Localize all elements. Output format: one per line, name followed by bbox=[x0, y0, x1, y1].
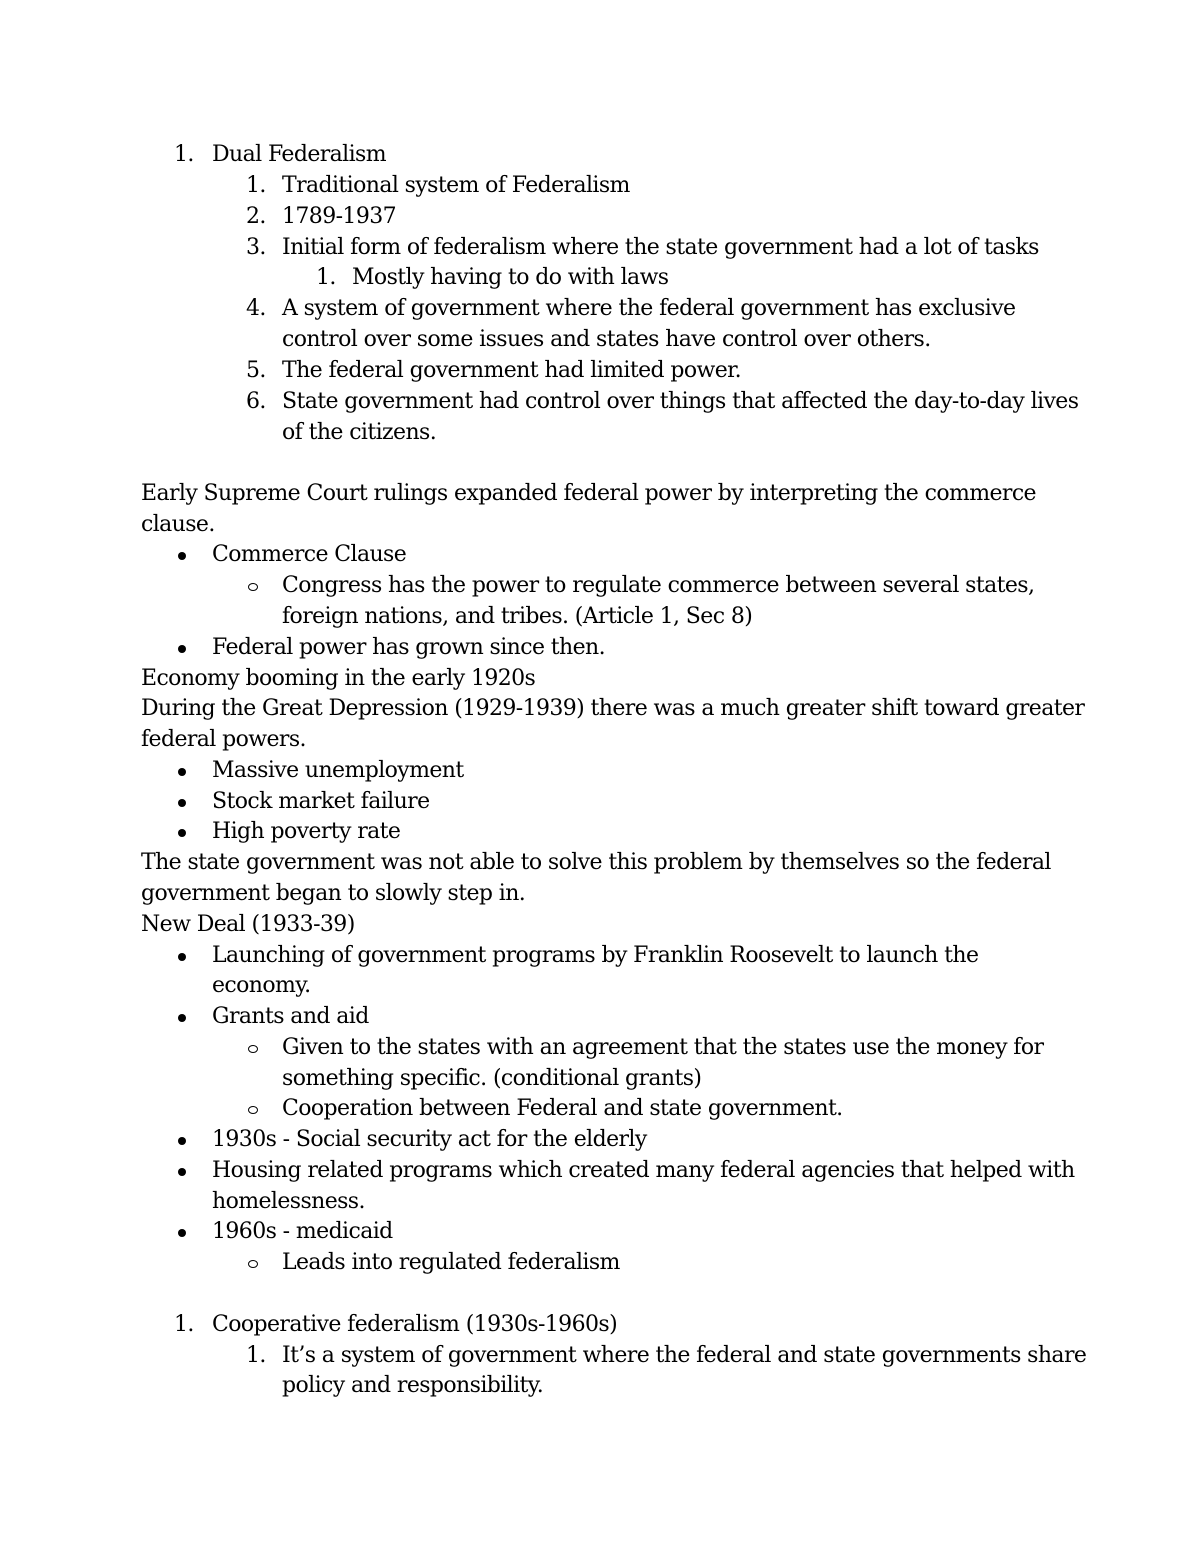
bullet-circle-icon bbox=[248, 583, 258, 591]
list-text: Given to the states with an agreement that the states use the money for bbox=[282, 1035, 1044, 1060]
list-number: 5. bbox=[246, 358, 266, 383]
paragraph-text: federal powers. bbox=[141, 727, 306, 752]
list-text: economy. bbox=[212, 973, 311, 998]
list-text: Congress has the power to regulate commerce between several states, bbox=[282, 573, 1035, 598]
list-text: Leads into regulated federalism bbox=[282, 1250, 620, 1275]
list-text: Massive unemployment bbox=[212, 758, 464, 783]
list-number: 4. bbox=[246, 296, 266, 321]
bullet-dot-icon bbox=[178, 768, 186, 776]
bullet-dot-icon bbox=[178, 645, 186, 653]
list-text: Traditional system of Federalism bbox=[282, 173, 630, 198]
list-text: 1789-1937 bbox=[282, 204, 397, 229]
paragraph-text: clause. bbox=[141, 512, 215, 537]
paragraph-text: Economy booming in the early 1920s bbox=[141, 666, 536, 691]
list-number: 2. bbox=[246, 204, 266, 229]
list-text: Cooperation between Federal and state government. bbox=[282, 1096, 843, 1121]
list-text: State government had control over things that affected the day-to-day lives bbox=[282, 389, 1079, 414]
list-text: control over some issues and states have control over others. bbox=[282, 327, 931, 352]
list-text: something specific. (conditional grants) bbox=[282, 1066, 702, 1091]
list-text: Grants and aid bbox=[212, 1004, 369, 1029]
list-text: 1930s - Social security act for the elderly bbox=[212, 1127, 647, 1152]
list-text: The federal government had limited power. bbox=[282, 358, 742, 383]
list-text: Dual Federalism bbox=[212, 142, 386, 167]
bullet-dot-icon bbox=[178, 799, 186, 807]
bullet-dot-icon bbox=[178, 1014, 186, 1022]
list-number: 1. bbox=[174, 142, 194, 167]
list-text: It’s a system of government where the federal and state governments share bbox=[282, 1343, 1087, 1368]
list-text: High poverty rate bbox=[212, 819, 401, 844]
bullet-circle-icon bbox=[248, 1260, 258, 1268]
list-number: 1. bbox=[246, 173, 266, 198]
list-text: 1960s - medicaid bbox=[212, 1219, 393, 1244]
paragraph-text: New Deal (1933-39) bbox=[141, 912, 355, 937]
paragraph-text: The state government was not able to solve this problem by themselves so the federal bbox=[141, 850, 1051, 875]
list-text: Stock market failure bbox=[212, 789, 430, 814]
bullet-dot-icon bbox=[178, 953, 186, 961]
list-text: Initial form of federalism where the state government had a lot of tasks bbox=[282, 235, 1039, 260]
list-number: 1. bbox=[246, 1343, 266, 1368]
list-text: Mostly having to do with laws bbox=[352, 265, 669, 290]
paragraph-text: During the Great Depression (1929-1939) there was a much greater shift toward greater bbox=[141, 696, 1085, 721]
list-text: Cooperative federalism (1930s-1960s) bbox=[212, 1312, 618, 1337]
list-text: homelessness. bbox=[212, 1189, 365, 1214]
list-number: 1. bbox=[174, 1312, 194, 1337]
bullet-dot-icon bbox=[178, 1168, 186, 1176]
bullet-circle-icon bbox=[248, 1106, 258, 1114]
bullet-dot-icon bbox=[178, 1137, 186, 1145]
list-text: Commerce Clause bbox=[212, 542, 407, 567]
list-number: 1. bbox=[316, 265, 336, 290]
bullet-circle-icon bbox=[248, 1045, 258, 1053]
list-text: Launching of government programs by Franklin Roosevelt to launch the bbox=[212, 943, 979, 968]
list-text: A system of government where the federal government has exclusive bbox=[282, 296, 1016, 321]
list-text: foreign nations, and tribes. (Article 1, Sec 8) bbox=[282, 604, 753, 629]
paragraph-text: Early Supreme Court rulings expanded federal power by interpreting the commerce bbox=[141, 481, 1036, 506]
list-number: 3. bbox=[246, 235, 266, 260]
bullet-dot-icon bbox=[178, 829, 186, 837]
list-text: Housing related programs which created many federal agencies that helped with bbox=[212, 1158, 1075, 1183]
list-text: policy and responsibility. bbox=[282, 1373, 544, 1398]
bullet-dot-icon bbox=[178, 1229, 186, 1237]
bullet-dot-icon bbox=[178, 552, 186, 560]
paragraph-text: government began to slowly step in. bbox=[141, 881, 526, 906]
list-text: of the citizens. bbox=[282, 420, 437, 445]
list-number: 6. bbox=[246, 389, 266, 414]
list-text: Federal power has grown since then. bbox=[212, 635, 605, 660]
